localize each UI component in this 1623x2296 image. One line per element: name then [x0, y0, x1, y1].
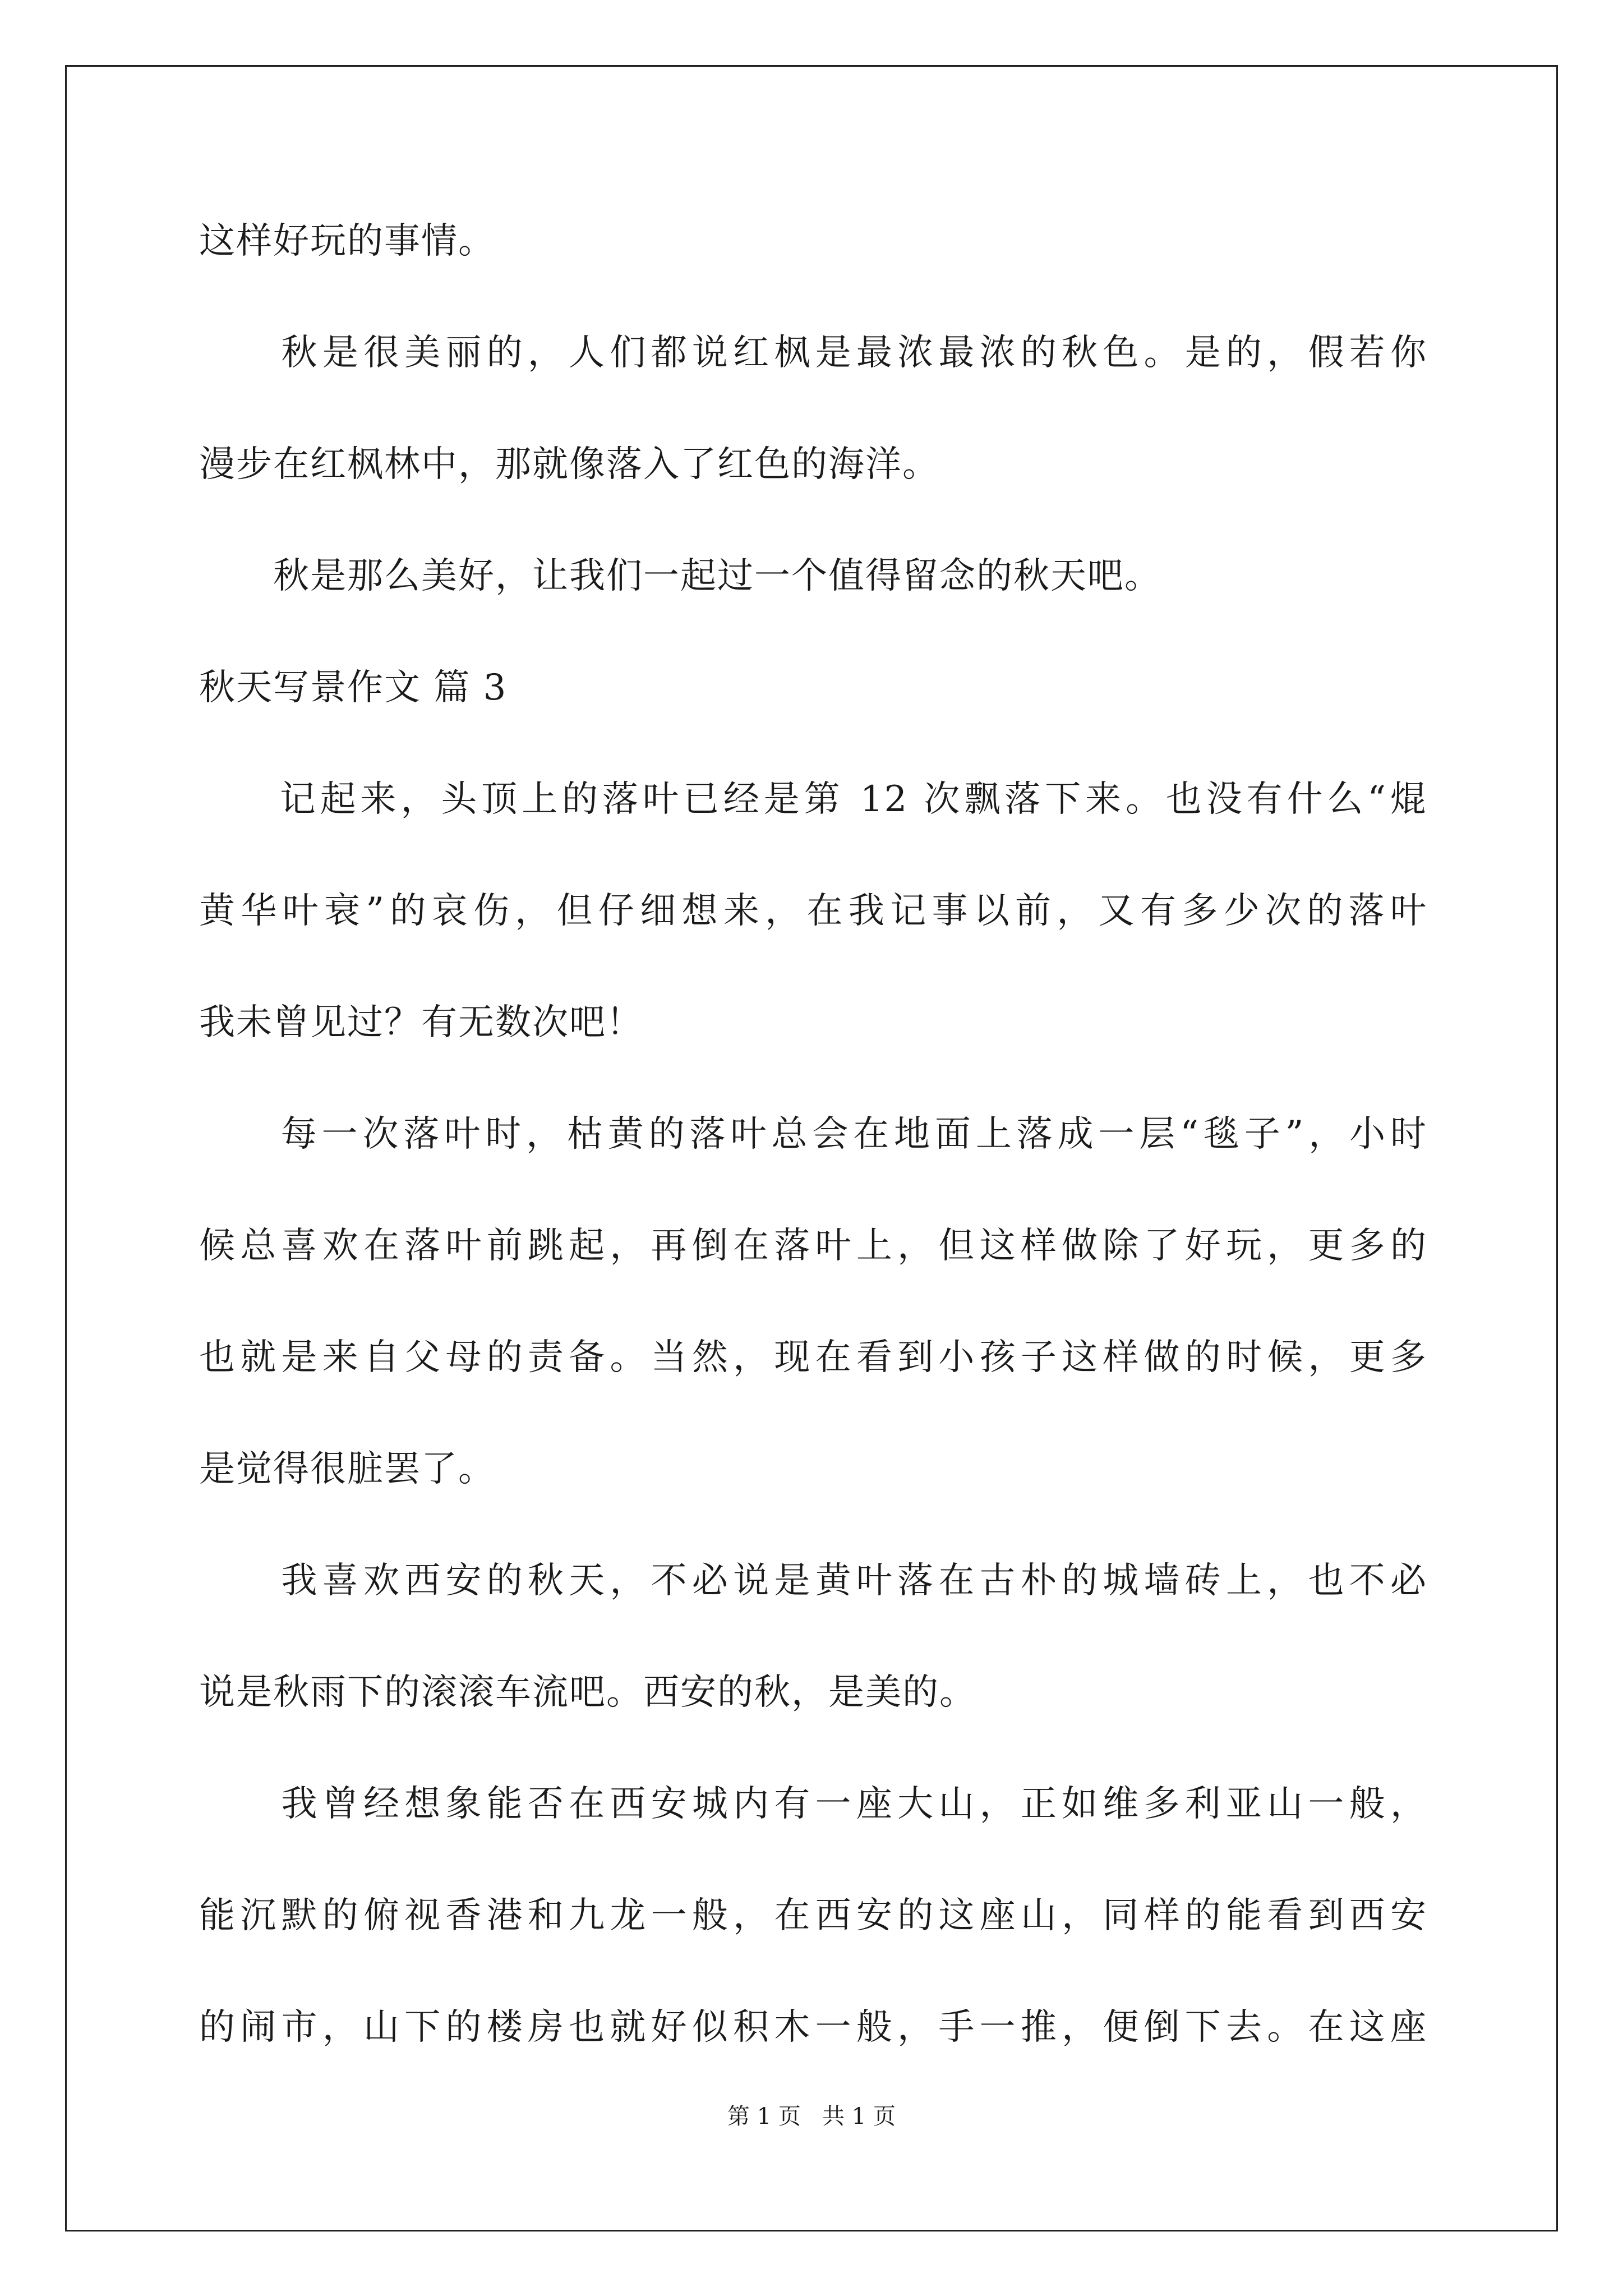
section-heading: 秋天写景作文 篇 3: [199, 667, 508, 708]
text-line: 是觉得很脏罢了。: [199, 1448, 495, 1490]
text-line: 候总喜欢在落叶前跳起，再倒在落叶上，但这样做除了好玩，更多的: [199, 1225, 1427, 1267]
text-line: 也就是来自父母的责备。当然，现在看到小孩子这样做的时候，更多: [199, 1337, 1427, 1378]
text-line: 说是秋雨下的滚滚车流吧。西安的秋，是美的。: [199, 1672, 976, 1713]
text-line: 我未曾见过？有无数次吧！: [199, 1002, 643, 1043]
text-line: 这样好玩的事情。: [199, 220, 495, 262]
text-line: 黄华叶衰”的哀伤，但仔细想来，在我记事以前，又有多少次的落叶: [199, 890, 1427, 932]
text-line: 每一次落叶时，枯黄的落叶总会在地面上落成一层“毯子”，小时: [199, 1114, 1427, 1155]
text-line: 秋是很美丽的，人们都说红枫是最浓最浓的秋色。是的，假若你: [199, 332, 1427, 374]
text-line: 我喜欢西安的秋天，不必说是黄叶落在古朴的城墙砖上，也不必: [199, 1560, 1427, 1602]
text-line: 的闹市，山下的楼房也就好似积木一般，手一推，便倒下去。在这座: [199, 2007, 1427, 2048]
text-line: 秋是那么美好，让我们一起过一个值得留念的秋天吧。: [199, 555, 1161, 597]
text-line: 我曾经想象能否在西安城内有一座大山，正如维多利亚山一般，: [199, 1783, 1427, 1825]
text-line: 漫步在红枫林中，那就像落入了红色的海洋。: [199, 444, 939, 485]
page-number-footer: 第 1 页 共 1 页: [727, 2104, 896, 2129]
text-line: 能沉默的俯视香港和九龙一般，在西安的这座山，同样的能看到西安: [199, 1895, 1427, 1936]
text-line: 记起来，头顶上的落叶已经是第 12 次飘落下来。也没有什么“焜: [199, 779, 1427, 820]
